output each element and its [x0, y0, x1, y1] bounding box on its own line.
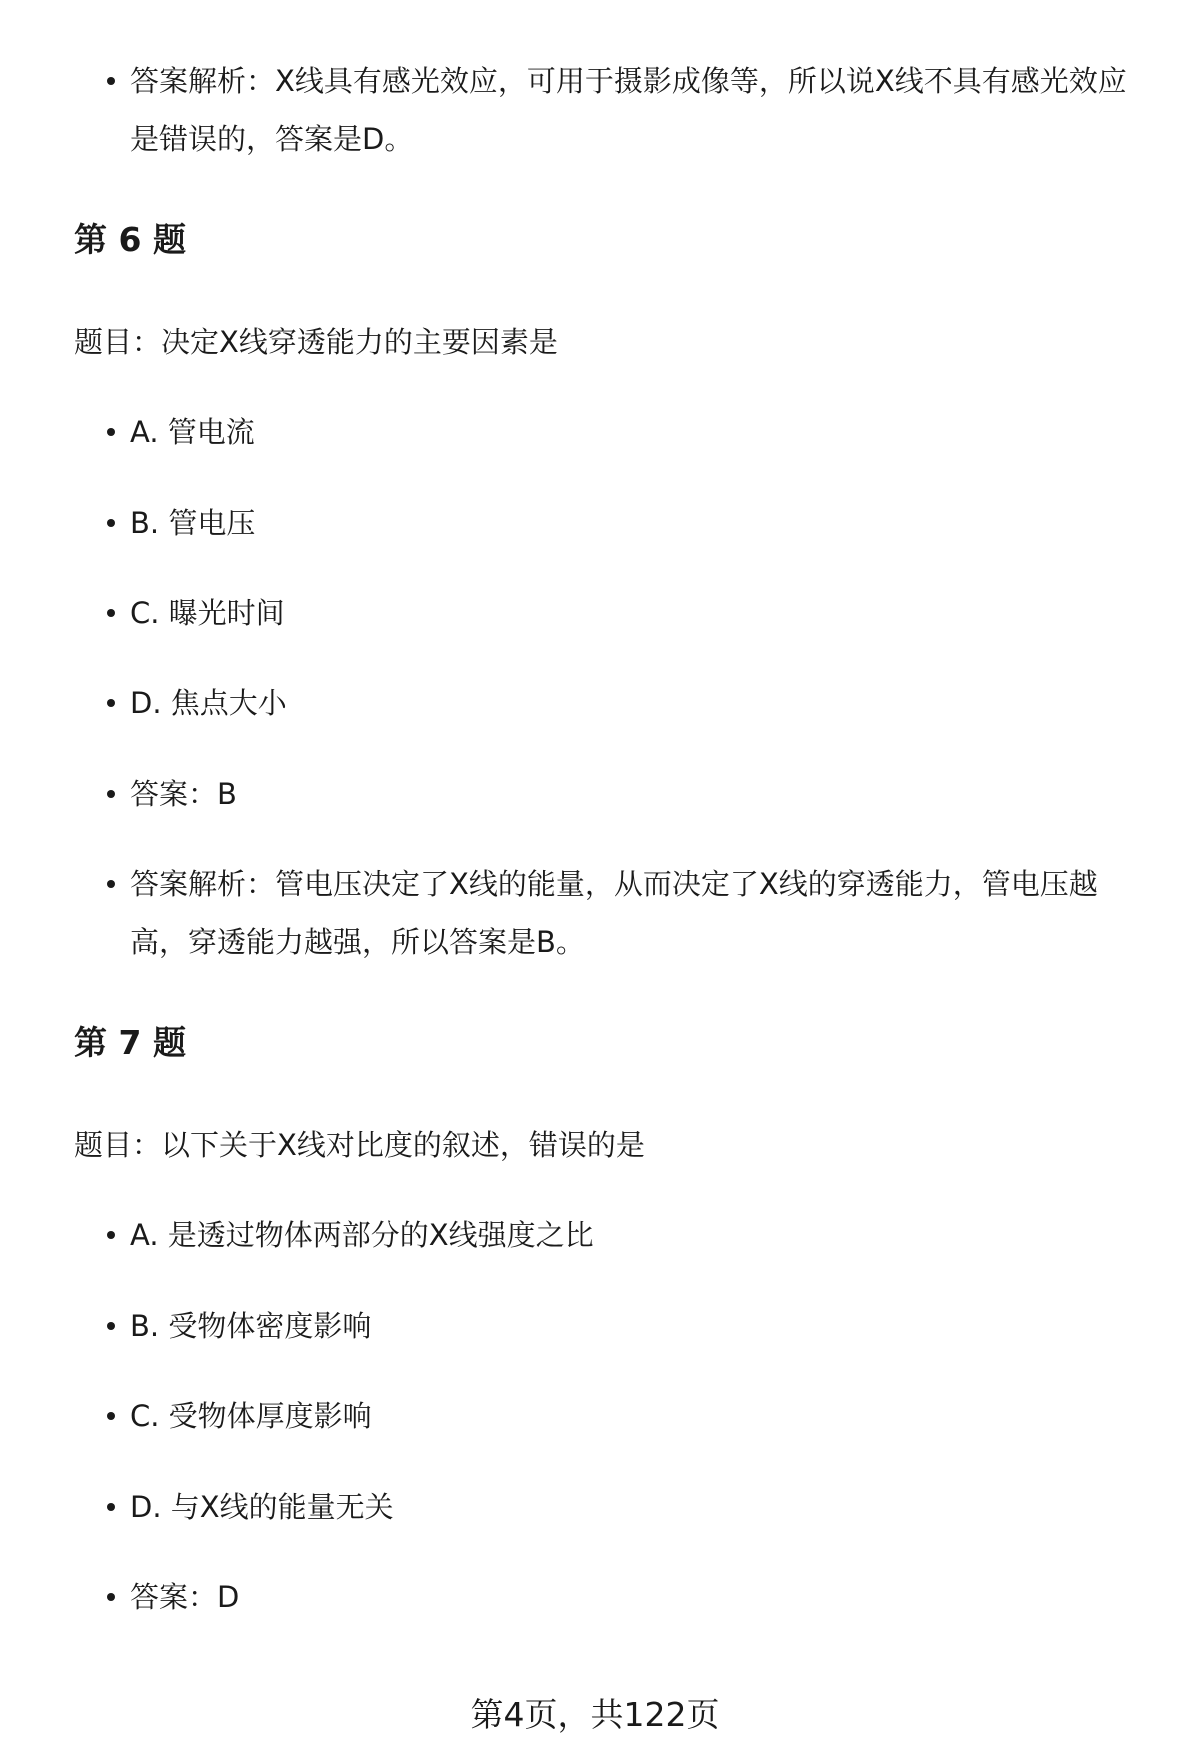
option-text: D. 与X线的能量无关: [130, 1490, 394, 1524]
q6-explanation-continuation: 高，穿透能力越强，所以答案是B。: [130, 925, 585, 959]
q5-explanation-continuation: 是错误的，答案是D。: [130, 122, 414, 156]
bullet-icon: [107, 428, 115, 436]
option-text: A. 是透过物体两部分的X线强度之比: [130, 1218, 594, 1252]
q7-answer: [130, 1568, 239, 1626]
q7-option-b: [130, 1297, 371, 1355]
bullet-icon: [107, 77, 115, 85]
bullet-icon: [107, 1503, 115, 1511]
option-text: C. 曝光时间: [130, 596, 285, 630]
option-text: C. 受物体厚度影响: [130, 1399, 372, 1433]
bullet-icon: [107, 1322, 115, 1330]
q6-option-b: [130, 494, 255, 552]
option-text: D. 焦点大小: [130, 686, 287, 720]
bullet-icon: [107, 1412, 115, 1420]
q6-option-d: [130, 674, 287, 732]
q6-option-a: [130, 403, 255, 461]
q6-option-c: [130, 584, 285, 642]
option-text: A. 管电流: [130, 415, 255, 449]
bullet-icon: [107, 519, 115, 527]
q5-explanation-text: 答案解析：X线具有感光效应，可用于摄影成像等，所以说X线不具有感光效应: [130, 64, 1127, 98]
q6-explanation-text: 答案解析：管电压决定了X线的能量，从而决定了X线的穿透能力，管电压越: [130, 867, 1098, 901]
q7-question: 题目：以下关于X线对比度的叙述，错误的是: [74, 1128, 645, 1162]
q6-answer: [130, 765, 237, 823]
bullet-icon: [107, 790, 115, 798]
option-text: B. 管电压: [130, 506, 256, 540]
bullet-icon: [107, 1231, 115, 1239]
q5-explanation-item: [130, 52, 1127, 110]
answer-text: 答案：D: [130, 1580, 240, 1614]
answer-text: 答案：B: [130, 777, 237, 811]
option-text: B. 受物体密度影响: [130, 1309, 372, 1343]
bullet-icon: [107, 880, 115, 888]
q7-option-c: [130, 1387, 372, 1445]
bullet-icon: [107, 609, 115, 617]
q7-option-a: [130, 1206, 594, 1264]
q7-option-d: [130, 1478, 394, 1536]
q6-question: 题目：决定X线穿透能力的主要因素是: [74, 325, 558, 359]
page-footer: 第4页，共122页: [470, 1695, 720, 1734]
q6-explanation-item: [130, 855, 1098, 913]
q7-heading: 第 7 题: [74, 1023, 186, 1062]
bullet-icon: [107, 1593, 115, 1601]
bullet-icon: [107, 699, 115, 707]
q6-heading: 第 6 题: [74, 220, 186, 259]
